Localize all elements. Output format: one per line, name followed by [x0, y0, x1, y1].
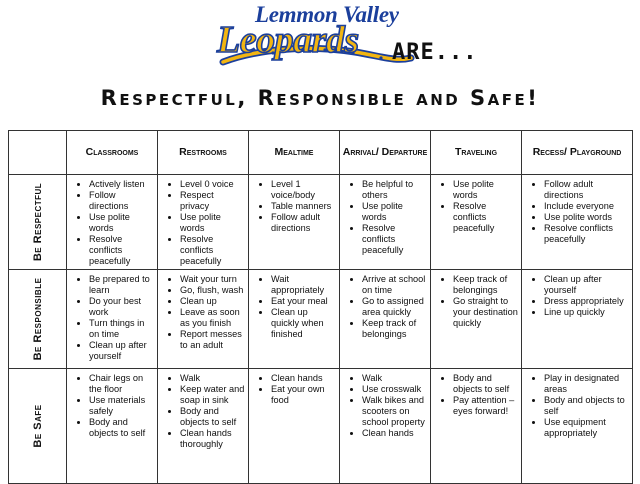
bullet-list: [522, 270, 632, 320]
list-item: • Arrive at school on time: [362, 274, 427, 296]
table-cell: [340, 175, 431, 270]
list-item: • Resolve conflicts peacefully: [544, 223, 629, 245]
school-logo: [215, 0, 415, 78]
column-header-row: [9, 131, 633, 175]
list-item: • Resolve conflicts peacefully: [453, 201, 518, 234]
list-item: • Report messes to an adult: [180, 329, 245, 351]
list-item: • Resolve conflicts peacefully: [180, 234, 245, 267]
expectations-matrix: [8, 130, 633, 484]
table-cell: [67, 175, 158, 270]
table-cell: [249, 369, 340, 484]
bullet-list: [522, 369, 632, 441]
table-cell: [522, 270, 633, 369]
are-text: ARE...: [392, 40, 478, 65]
list-item: • Dress appropriately: [544, 296, 629, 307]
table-cell: [431, 270, 522, 369]
list-item: • Follow adult directions: [544, 179, 629, 201]
table-cell: [158, 175, 249, 270]
list-item: • Clean hands: [362, 428, 427, 439]
bullet-list: [67, 369, 157, 441]
table-row: [9, 175, 633, 270]
list-item: • Go to assigned area quickly: [362, 296, 427, 318]
table-cell: [522, 369, 633, 484]
row-header-cell: [9, 175, 67, 270]
bullet-list: [158, 175, 248, 269]
bullet-list: [340, 369, 430, 441]
column-header: Traveling: [431, 131, 522, 175]
table-cell: [249, 175, 340, 270]
list-item: • Actively listen: [89, 179, 154, 190]
list-item: • Be helpful to others: [362, 179, 427, 201]
list-item: • Do your best work: [89, 296, 154, 318]
column-header: Mealtime: [249, 131, 340, 175]
table-cell: [340, 369, 431, 484]
list-item: • Body and objects to self: [453, 373, 518, 395]
list-item: • Keep track of belongings: [453, 274, 518, 296]
list-item: • Leave as soon as you finish: [180, 307, 245, 329]
row-header-label: Be Responsible: [31, 277, 44, 361]
bullet-list: [249, 369, 339, 408]
list-item: • Resolve conflicts peacefully: [362, 223, 427, 256]
list-item: • Go, flush, wash: [180, 285, 245, 296]
row-header-label: Be Respectful: [31, 182, 44, 262]
list-item: • Use crosswalk: [362, 384, 427, 395]
bullet-list: [340, 270, 430, 342]
table-row: [9, 369, 633, 484]
bullet-list: [158, 369, 248, 452]
list-item: • Eat your own food: [271, 384, 336, 406]
table-cell: [158, 270, 249, 369]
table-row: [9, 270, 633, 369]
bullet-list: [431, 175, 521, 236]
list-item: • Respect privacy: [180, 190, 245, 212]
list-item: • Level 0 voice: [180, 179, 245, 190]
bullet-list: [431, 369, 521, 419]
list-item: • Body and objects to self: [180, 406, 245, 428]
bullet-list: [158, 270, 248, 353]
column-header: Recess/ Playground: [522, 131, 633, 175]
list-item: • Walk bikes and scooters on school property: [362, 395, 427, 428]
corner-cell: [9, 131, 67, 175]
list-item: • Wait appropriately: [271, 274, 336, 296]
list-item: • Clean up after yourself: [544, 274, 629, 296]
bullet-list: [67, 175, 157, 269]
table-cell: [522, 175, 633, 270]
list-item: • Use polite words: [362, 201, 427, 223]
list-item: • Line up quickly: [544, 307, 629, 318]
list-item: • Be prepared to learn: [89, 274, 154, 296]
list-item: • Body and objects to self: [89, 417, 154, 439]
list-item: • Go straight to your destination quickly: [453, 296, 518, 329]
page-title: Respectful, Responsible and Safe!: [100, 86, 540, 110]
list-item: • Keep track of belongings: [362, 318, 427, 340]
logo-main-text: Leopards: [217, 19, 359, 61]
list-item: • Clean hands thoroughly: [180, 428, 245, 450]
list-item: • Chair legs on the floor: [89, 373, 154, 395]
bullet-list: [431, 270, 521, 331]
list-item: • Turn things in on time: [89, 318, 154, 340]
list-item: • Walk: [180, 373, 245, 384]
list-item: • Use polite words: [453, 179, 518, 201]
list-item: • Eat your meal: [271, 296, 336, 307]
list-item: • Table manners: [271, 201, 336, 212]
column-header: Arrival/ Departure: [340, 131, 431, 175]
list-item: • Use polite words: [180, 212, 245, 234]
list-item: • Clean up quickly when finished: [271, 307, 336, 340]
list-item: • Clean up: [180, 296, 245, 307]
list-item: • Keep water and soap in sink: [180, 384, 245, 406]
table-cell: [67, 369, 158, 484]
table-cell: [158, 369, 249, 484]
list-item: • Follow adult directions: [271, 212, 336, 234]
list-item: • Use materials safely: [89, 395, 154, 417]
list-item: • Use polite words: [89, 212, 154, 234]
row-header-cell: [9, 270, 67, 369]
list-item: • Follow directions: [89, 190, 154, 212]
list-item: • Pay attention – eyes forward!: [453, 395, 518, 417]
bullet-list: [67, 270, 157, 364]
list-item: • Body and objects to self: [544, 395, 629, 417]
list-item: • Resolve conflicts peacefully: [89, 234, 154, 267]
table-cell: [340, 270, 431, 369]
list-item: • Clean up after yourself: [89, 340, 154, 362]
column-header: Restrooms: [158, 131, 249, 175]
table-cell: [249, 270, 340, 369]
logo-top-text: Lemmon Valley: [255, 2, 399, 27]
row-header-cell: [9, 369, 67, 484]
bullet-list: [249, 270, 339, 342]
bullet-list: [522, 175, 632, 247]
table-cell: [431, 175, 522, 270]
list-item: • Use equipment appropriately: [544, 417, 629, 439]
list-item: • Walk: [362, 373, 427, 384]
table-cell: [431, 369, 522, 484]
bullet-list: [249, 175, 339, 236]
list-item: • Use polite words: [544, 212, 629, 223]
bullet-list: [340, 175, 430, 258]
list-item: • Clean hands: [271, 373, 336, 384]
row-header-label: Be Safe: [31, 404, 44, 448]
column-header: Classrooms: [67, 131, 158, 175]
table-cell: [67, 270, 158, 369]
list-item: • Wait your turn: [180, 274, 245, 285]
list-item: • Play in designated areas: [544, 373, 629, 395]
list-item: • Include everyone: [544, 201, 629, 212]
list-item: • Level 1 voice/body: [271, 179, 336, 201]
